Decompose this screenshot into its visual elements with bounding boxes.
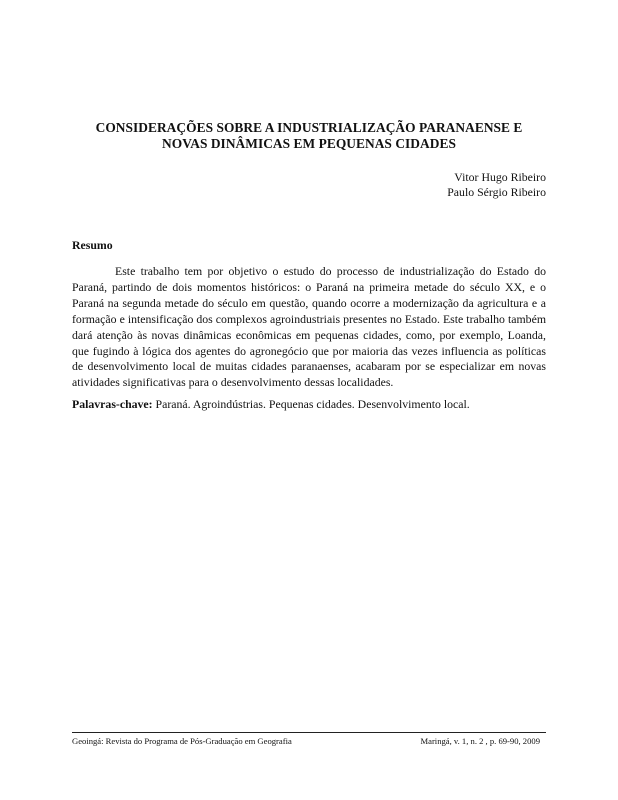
title-line-1: CONSIDERAÇÕES SOBRE A INDUSTRIALIZAÇÃO PARANAENSE E — [95, 120, 523, 135]
title-line-2: NOVAS DINÂMICAS EM PEQUENAS CIDADES — [162, 136, 456, 151]
keywords-text: Paraná. Agroindústrias. Pequenas cidades. Desenvolvimento local. — [155, 397, 470, 411]
paper-title — [72, 120, 546, 152]
footer-divider — [72, 732, 546, 733]
abstract-heading: Resumo — [72, 238, 113, 252]
author-2: Paulo Sérgio Ribeiro — [447, 184, 546, 199]
footer-citation: Maringá, v. 1, n. 2 , p. 69-90, 2009 — [420, 736, 540, 746]
author-1: Vitor Hugo Ribeiro — [454, 170, 546, 184]
keywords-line — [72, 397, 546, 411]
keywords-label: Palavras-chave: — [72, 397, 153, 411]
author-list — [447, 170, 546, 199]
footer-journal: Geoingá: Revista do Programa de Pós-Graduação em Geografia — [72, 736, 292, 746]
abstract-body: Este trabalho tem por objetivo o estudo do processo de industrialização do Estado do Paraná, partindo de dois momentos históricos: o Paraná na primeira metade do século XX, e o Paraná na segunda metade do século em questão, quando ocorre a modernização da agricultura e a formação e intensificação dos complexos agroindustriais presentes no Estado. Este trabalho também dará atenção às novas dinâmicas econômicas em pequenas cidades, como, por exemplo, Loanda, que fugindo à lógica dos agentes do agronegócio que por maioria das vezes influencia as políticas de desenvolvimento local de muitas cidades paranaenses, acabaram por se especializar em novas atividades significativas para o desenvolvimento dessas localidades. — [72, 264, 546, 390]
